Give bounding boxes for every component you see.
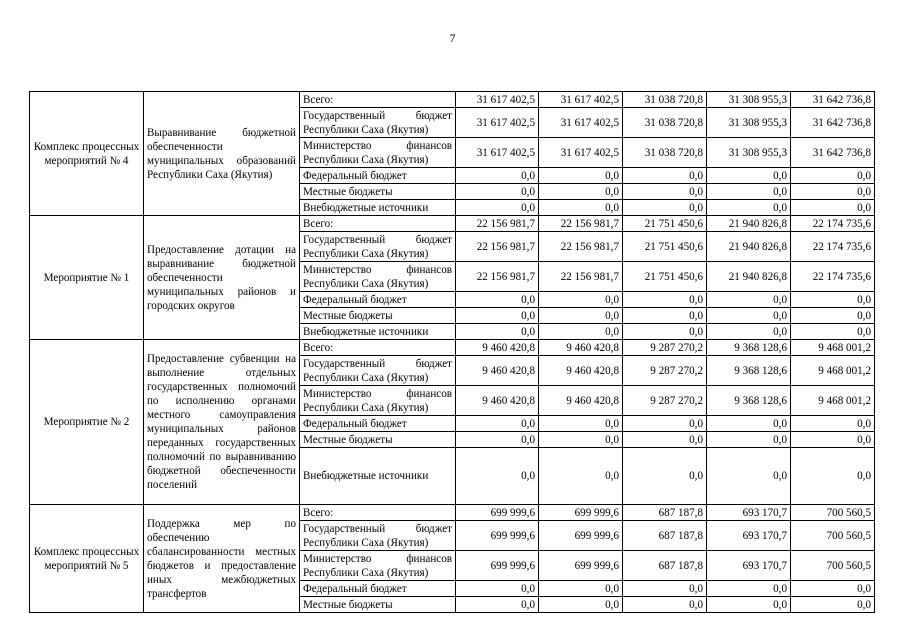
amount-cell: 687 187,8 — [623, 521, 707, 551]
budget-table — [29, 91, 875, 613]
amount-cell: 0,0 — [623, 200, 707, 216]
amount-cell: 31 642 736,8 — [791, 138, 875, 168]
program-description: Поддержка мер по обеспечению сбалансированности местных бюджетов и предоставление иных межбюджетных трансфертов — [144, 505, 300, 613]
amount-cell: 0,0 — [539, 168, 623, 184]
amount-cell: 0,0 — [623, 432, 707, 448]
amount-cell: 0,0 — [623, 597, 707, 613]
amount-cell: 0,0 — [539, 432, 623, 448]
page-number: 7 — [449, 31, 456, 45]
amount-cell: 0,0 — [707, 184, 791, 200]
amount-cell: 31 617 402,5 — [456, 108, 539, 138]
amount-cell: 0,0 — [791, 324, 875, 340]
funding-source: Министерство финансов Республики Саха (Якутия) — [300, 551, 456, 581]
amount-cell: 699 999,6 — [456, 505, 539, 521]
program-name: Мероприятие № 2 — [30, 340, 144, 505]
amount-cell: 0,0 — [791, 597, 875, 613]
amount-cell: 0,0 — [707, 308, 791, 324]
amount-cell: 0,0 — [791, 581, 875, 597]
table-row — [30, 340, 875, 356]
amount-cell: 0,0 — [623, 448, 707, 505]
program-name: Комплекс процессных мероприятий № 5 — [30, 505, 144, 613]
amount-cell: 0,0 — [456, 432, 539, 448]
amount-cell: 0,0 — [539, 416, 623, 432]
funding-source: Министерство финансов Республики Саха (Якутия) — [300, 386, 456, 416]
amount-cell: 31 642 736,8 — [791, 108, 875, 138]
funding-source: Государственный бюджет Республики Саха (Якутия) — [300, 521, 456, 551]
funding-source: Всего: — [300, 505, 456, 521]
amount-cell: 0,0 — [707, 416, 791, 432]
amount-cell: 0,0 — [623, 184, 707, 200]
program-name: Комплекс процессных мероприятий № 4 — [30, 92, 144, 216]
amount-cell: 0,0 — [791, 432, 875, 448]
amount-cell: 0,0 — [791, 184, 875, 200]
amount-cell: 700 560,5 — [791, 551, 875, 581]
amount-cell: 0,0 — [456, 324, 539, 340]
amount-cell: 9 460 420,8 — [456, 340, 539, 356]
funding-source: Федеральный бюджет — [300, 292, 456, 308]
amount-cell: 0,0 — [539, 200, 623, 216]
amount-cell: 699 999,6 — [456, 521, 539, 551]
amount-cell: 0,0 — [539, 292, 623, 308]
amount-cell: 0,0 — [456, 292, 539, 308]
funding-source: Местные бюджеты — [300, 184, 456, 200]
funding-source: Федеральный бюджет — [300, 581, 456, 597]
amount-cell: 0,0 — [456, 448, 539, 505]
program-description: Выравнивание бюджетной обеспеченности муниципальных образований Республики Саха (Якутия) — [144, 92, 300, 216]
amount-cell: 0,0 — [456, 184, 539, 200]
amount-cell: 9 368 128,6 — [707, 386, 791, 416]
amount-cell: 0,0 — [539, 324, 623, 340]
funding-source: Местные бюджеты — [300, 308, 456, 324]
amount-cell: 21 751 450,6 — [623, 262, 707, 292]
amount-cell: 9 368 128,6 — [707, 340, 791, 356]
amount-cell: 21 940 826,8 — [707, 216, 791, 232]
amount-cell: 699 999,6 — [539, 521, 623, 551]
amount-cell: 0,0 — [791, 200, 875, 216]
amount-cell: 0,0 — [707, 448, 791, 505]
program-description: Предоставление дотации на выравнивание бюджетной обеспеченности муниципальных районов и городских округов — [144, 216, 300, 340]
amount-cell: 0,0 — [456, 308, 539, 324]
amount-cell: 700 560,5 — [791, 505, 875, 521]
amount-cell: 0,0 — [707, 581, 791, 597]
amount-cell: 0,0 — [791, 416, 875, 432]
amount-cell: 0,0 — [707, 432, 791, 448]
amount-cell: 0,0 — [539, 308, 623, 324]
amount-cell: 31 617 402,5 — [539, 108, 623, 138]
amount-cell: 699 999,6 — [539, 551, 623, 581]
funding-source: Министерство финансов Республики Саха (Якутия) — [300, 138, 456, 168]
amount-cell: 22 174 735,6 — [791, 216, 875, 232]
amount-cell: 9 460 420,8 — [539, 386, 623, 416]
amount-cell: 693 170,7 — [707, 521, 791, 551]
amount-cell: 0,0 — [791, 308, 875, 324]
amount-cell: 31 617 402,5 — [539, 92, 623, 108]
funding-source: Внебюджетные источники — [300, 448, 456, 505]
table-row — [30, 92, 875, 108]
amount-cell: 22 156 981,7 — [539, 262, 623, 292]
funding-source: Внебюджетные источники — [300, 324, 456, 340]
amount-cell: 9 368 128,6 — [707, 356, 791, 386]
amount-cell: 21 940 826,8 — [707, 262, 791, 292]
amount-cell: 0,0 — [539, 597, 623, 613]
amount-cell: 0,0 — [456, 416, 539, 432]
amount-cell: 9 460 420,8 — [456, 356, 539, 386]
amount-cell: 0,0 — [791, 168, 875, 184]
amount-cell: 22 156 981,7 — [539, 216, 623, 232]
table-row — [30, 216, 875, 232]
amount-cell: 699 999,6 — [456, 551, 539, 581]
amount-cell: 22 156 981,7 — [456, 232, 539, 262]
funding-source: Местные бюджеты — [300, 597, 456, 613]
funding-source: Государственный бюджет Республики Саха (Якутия) — [300, 356, 456, 386]
amount-cell: 9 468 001,2 — [791, 386, 875, 416]
funding-source: Министерство финансов Республики Саха (Якутия) — [300, 262, 456, 292]
amount-cell: 0,0 — [456, 597, 539, 613]
amount-cell: 699 999,6 — [539, 505, 623, 521]
amount-cell: 0,0 — [707, 597, 791, 613]
amount-cell: 0,0 — [623, 581, 707, 597]
amount-cell: 21 751 450,6 — [623, 232, 707, 262]
amount-cell: 0,0 — [623, 292, 707, 308]
funding-source: Местные бюджеты — [300, 432, 456, 448]
amount-cell: 31 038 720,8 — [623, 108, 707, 138]
amount-cell: 0,0 — [623, 324, 707, 340]
amount-cell: 687 187,8 — [623, 505, 707, 521]
amount-cell: 0,0 — [456, 581, 539, 597]
amount-cell: 9 287 270,2 — [623, 340, 707, 356]
amount-cell: 0,0 — [623, 416, 707, 432]
amount-cell: 31 308 955,3 — [707, 138, 791, 168]
amount-cell: 9 460 420,8 — [539, 340, 623, 356]
amount-cell: 0,0 — [791, 292, 875, 308]
funding-source: Государственный бюджет Республики Саха (Якутия) — [300, 232, 456, 262]
amount-cell: 0,0 — [707, 168, 791, 184]
amount-cell: 0,0 — [539, 448, 623, 505]
amount-cell: 693 170,7 — [707, 505, 791, 521]
amount-cell: 9 287 270,2 — [623, 386, 707, 416]
amount-cell: 687 187,8 — [623, 551, 707, 581]
amount-cell: 0,0 — [456, 200, 539, 216]
program-name: Мероприятие № 1 — [30, 216, 144, 340]
funding-source: Всего: — [300, 340, 456, 356]
program-description: Предоставление субвенции на выполнение отдельных государственных полномочий по исполнению органами местного самоуправления муниципальных районов переданных государственных полномочий по выравниванию бюджетной обеспеченности поселений — [144, 340, 300, 505]
funding-source: Внебюджетные источники — [300, 200, 456, 216]
amount-cell: 31 308 955,3 — [707, 108, 791, 138]
amount-cell: 9 460 420,8 — [539, 356, 623, 386]
amount-cell: 31 038 720,8 — [623, 92, 707, 108]
amount-cell: 9 460 420,8 — [456, 386, 539, 416]
amount-cell: 9 287 270,2 — [623, 356, 707, 386]
amount-cell: 0,0 — [707, 292, 791, 308]
amount-cell: 0,0 — [623, 168, 707, 184]
amount-cell: 31 617 402,5 — [539, 138, 623, 168]
amount-cell: 0,0 — [539, 581, 623, 597]
amount-cell: 31 617 402,5 — [456, 138, 539, 168]
amount-cell: 0,0 — [707, 324, 791, 340]
amount-cell: 31 617 402,5 — [456, 92, 539, 108]
amount-cell: 31 038 720,8 — [623, 138, 707, 168]
funding-source: Всего: — [300, 92, 456, 108]
amount-cell: 0,0 — [456, 168, 539, 184]
amount-cell: 22 156 981,7 — [456, 262, 539, 292]
amount-cell: 0,0 — [707, 200, 791, 216]
amount-cell: 0,0 — [539, 184, 623, 200]
amount-cell: 0,0 — [623, 308, 707, 324]
amount-cell: 693 170,7 — [707, 551, 791, 581]
funding-source: Федеральный бюджет — [300, 168, 456, 184]
funding-source: Государственный бюджет Республики Саха (Якутия) — [300, 108, 456, 138]
funding-source: Всего: — [300, 216, 456, 232]
amount-cell: 22 174 735,6 — [791, 232, 875, 262]
amount-cell: 21 940 826,8 — [707, 232, 791, 262]
table-row — [30, 505, 875, 521]
amount-cell: 21 751 450,6 — [623, 216, 707, 232]
funding-source: Федеральный бюджет — [300, 416, 456, 432]
amount-cell: 700 560,5 — [791, 521, 875, 551]
amount-cell: 9 468 001,2 — [791, 340, 875, 356]
amount-cell: 22 156 981,7 — [539, 232, 623, 262]
amount-cell: 22 174 735,6 — [791, 262, 875, 292]
amount-cell: 22 156 981,7 — [456, 216, 539, 232]
amount-cell: 31 308 955,3 — [707, 92, 791, 108]
amount-cell: 0,0 — [791, 448, 875, 505]
amount-cell: 31 642 736,8 — [791, 92, 875, 108]
amount-cell: 9 468 001,2 — [791, 356, 875, 386]
